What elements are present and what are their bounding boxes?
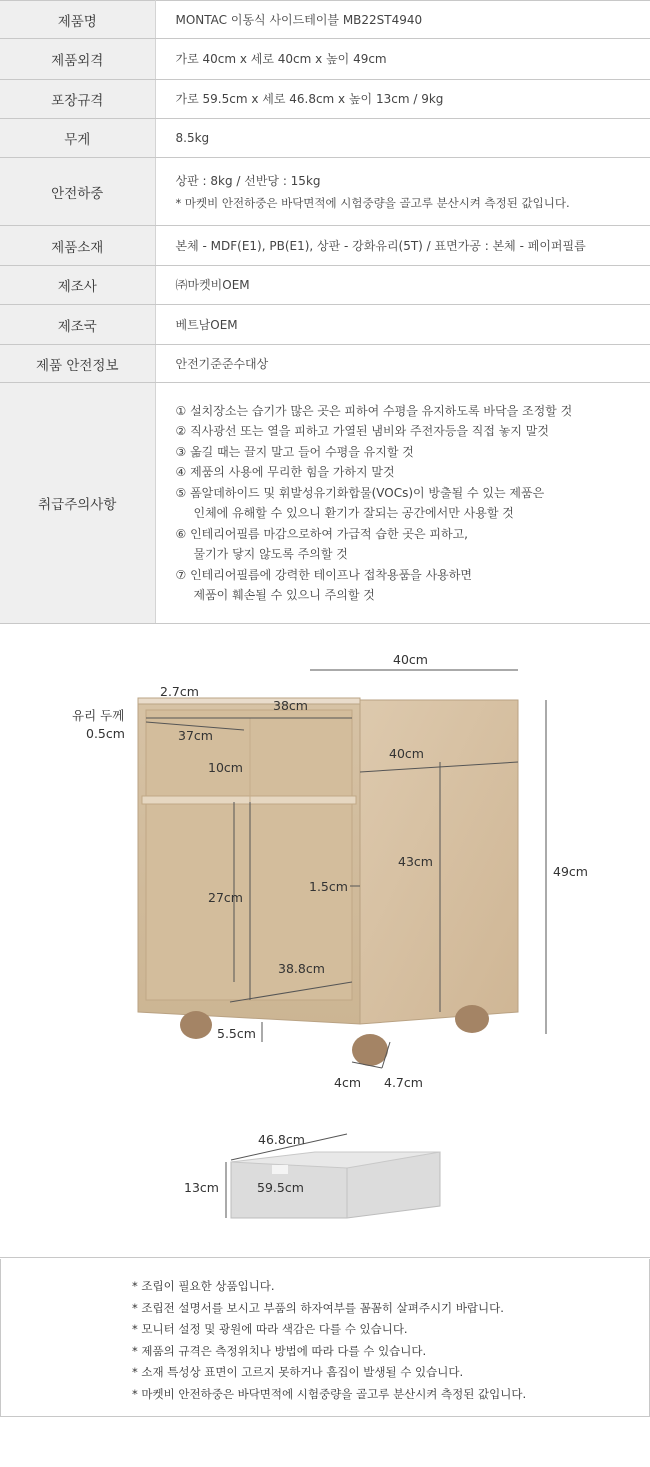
label-top-rim: 2.7cm <box>160 684 199 699</box>
care-instructions: ① 설치장소는 습기가 많은 곳은 피하여 수평을 유지하도록 바닥을 조정할 것 ② 직사광선 또는 열을 피하고 가열된 냄비와 주전자등을 직접 놓지 말것 ③ 옮길 때는 끌지 말고 들어 수평을 유지할 것 ④ 제품의 사용에 무리한 힘을 가하지 말것 ⑤ 폼알데하이드 및 휘발성유기화합물(VOCs)이 방출될 수 있는 제품은 인체에 유해할 수 있으니 환기가 잘되는 공간에서만 사용할 것 ⑥ 인테리어필름 마감으로하여 가급적 습한 곳은 피하고, 물기가 닿지 않도록 주의할 것 ⑦ 인테리어필름에 강력한 테이프나 접착용품을 사용하면 제품이 훼손될 수 있으니 주의할 것 <box>155 383 650 624</box>
spec-table <box>0 0 650 624</box>
spec-row <box>0 158 650 226</box>
spec-label: 제품소재 <box>0 226 155 266</box>
spec-label: 제조사 <box>0 266 155 305</box>
label-width-top: 40cm <box>393 652 428 667</box>
label-lower-height: 27cm <box>208 890 243 905</box>
spec-label: 무게 <box>0 119 155 158</box>
note-line: * 모니터 설정 및 광원에 따라 색감은 다를 수 있습니다. <box>132 1322 408 1336</box>
spec-value: 가로 59.5cm x 세로 46.8cm x 높이 13cm / 9kg <box>155 80 650 119</box>
cabinet-front <box>138 698 360 1024</box>
spec-row <box>0 305 650 345</box>
spec-value: 가로 40cm x 세로 40cm x 높이 49cm <box>155 39 650 80</box>
label-upper-height: 10cm <box>208 760 243 775</box>
note-line: * 마켓비 안전하중은 바닥면적에 시험중량을 골고루 분산시켜 측정된 값입니다. <box>132 1386 527 1401</box>
label-side-height: 43cm <box>398 854 433 869</box>
label-caster-height: 4.7cm <box>384 1075 423 1090</box>
spec-value: 상판 : 8kg / 선반당 : 15kg * 마켓비 안전하중은 바닥면적에 시험중량을 골고루 분산시켜 측정된 값입니다. <box>155 158 650 226</box>
spec-value: 본체 - MDF(E1), PB(E1), 상판 - 강화유리(5T) / 표면가공 : 본체 - 페이퍼필름 <box>155 226 650 266</box>
label-total-height: 49cm <box>553 864 588 879</box>
spec-label: 포장규격 <box>0 80 155 119</box>
label-inner-width: 38cm <box>273 698 308 713</box>
note-line: * 조립이 필요한 상품입니다. <box>132 1279 275 1293</box>
label-glass-thickness: 유리 두께 <box>72 708 125 723</box>
spec-row <box>0 345 650 383</box>
label-box-height: 13cm <box>184 1180 219 1195</box>
label-bottom-width: 38.8cm <box>278 961 325 976</box>
label-inner-depth: 37cm <box>178 728 213 743</box>
label-side-depth: 40cm <box>389 746 424 761</box>
spec-label: 제품 안전정보 <box>0 345 155 383</box>
spec-value: 안전기준준수대상 <box>155 345 650 383</box>
spec-label: 제품명 <box>0 1 155 39</box>
note-line: * 소재 특성상 표면이 고르지 못하거나 흠집이 발생될 수 있습니다. <box>132 1365 464 1379</box>
spec-value: MONTAC 이동식 사이드테이블 MB22ST4940 <box>155 1 650 39</box>
spec-label: 안전하중 <box>0 158 155 226</box>
notes-section <box>0 1259 650 1417</box>
spec-row-care <box>0 383 650 624</box>
spec-row <box>0 119 650 158</box>
spec-label: 취급주의사항 <box>0 383 155 624</box>
label-box-depth: 46.8cm <box>258 1132 305 1147</box>
spec-row <box>0 266 650 305</box>
label-glass-thickness-value: 0.5cm <box>86 726 125 741</box>
spec-value: 8.5kg <box>155 119 650 158</box>
spec-label: 제품외격 <box>0 39 155 80</box>
spec-value: ㈜마켓비OEM <box>155 266 650 305</box>
spec-label: 제조국 <box>0 305 155 345</box>
note-line: * 조립전 설명서를 보시고 부품의 하자여부를 꼼꼼히 살펴주시기 바랍니다. <box>132 1300 504 1315</box>
label-shelf-thickness: 1.5cm <box>309 879 348 894</box>
spec-row <box>0 80 650 119</box>
label-caster-width: 4cm <box>334 1075 362 1090</box>
spec-row <box>0 39 650 80</box>
spec-value: 베트남OEM <box>155 305 650 345</box>
dimension-drawing <box>0 622 650 1258</box>
spec-row <box>0 226 650 266</box>
label-box-width: 59.5cm <box>257 1180 304 1195</box>
spec-row <box>0 1 650 39</box>
note-line: * 제품의 규격은 측정위치나 방법에 따라 다를 수 있습니다. <box>132 1343 427 1358</box>
dimension-diagram <box>0 622 650 1258</box>
cabinet-side-panel <box>360 700 518 1024</box>
label-caster-gap: 5.5cm <box>217 1026 256 1041</box>
